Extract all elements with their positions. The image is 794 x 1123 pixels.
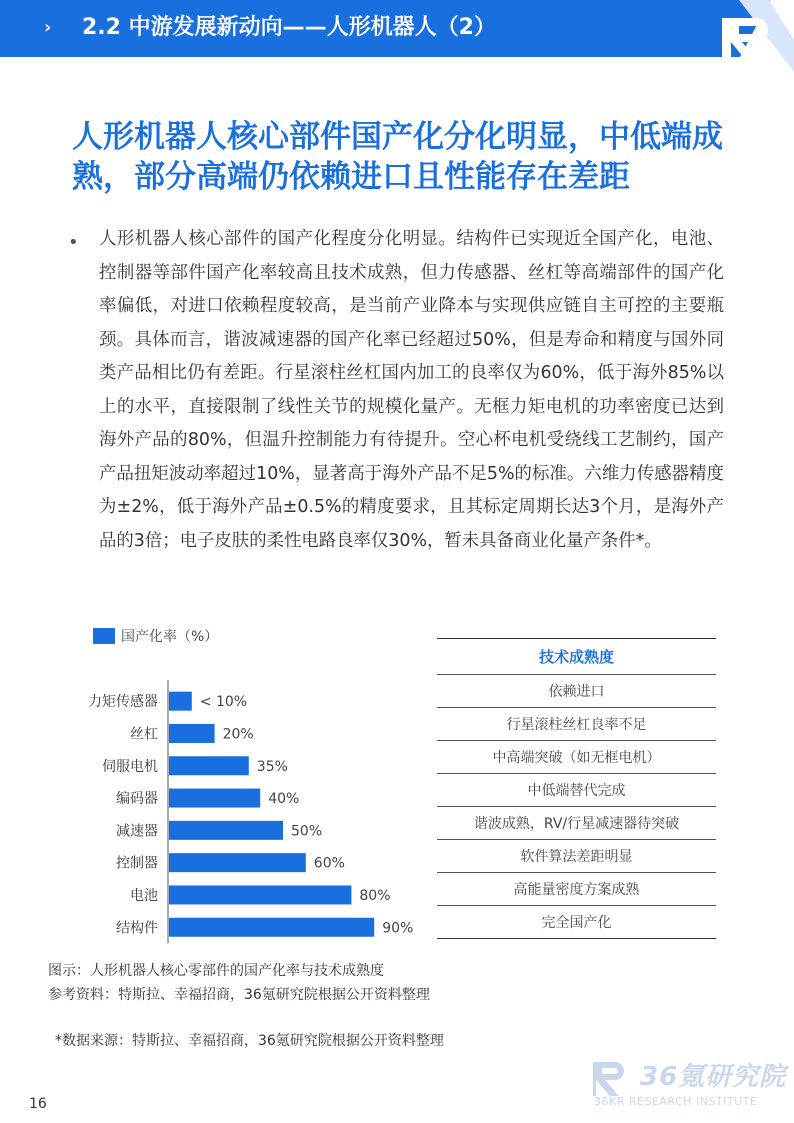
localization-rate-chart xyxy=(40,680,430,945)
chart-value-label: 40% xyxy=(268,791,300,808)
chart-category-label: 结构件 xyxy=(116,920,158,937)
chart-bar xyxy=(169,821,283,840)
chart-category-label: 力矩传感器 xyxy=(88,694,158,711)
chart-value-label: 50% xyxy=(291,823,323,840)
chart-bar xyxy=(169,724,215,743)
table-cell: 高能量密度方案成熟 xyxy=(437,873,716,906)
chart-value-label: 20% xyxy=(222,726,254,743)
table-cell: 中高端突破（如无框电机） xyxy=(437,741,716,774)
chart-category-label: 减速器 xyxy=(116,823,158,840)
chart-legend xyxy=(93,626,218,646)
chart-value-label: 60% xyxy=(313,855,345,872)
table-header: 技术成熟度 xyxy=(437,639,716,675)
chart-value-label: < 10% xyxy=(199,694,248,711)
body-paragraph: 人形机器人核心部件的国产化程度分化明显。结构件已实现近全国产化，电池、控制器等部件国产化率较高且技术成熟，但力传感器、丝杠等高端部件的国产化率偏低，对进口依赖程度较高，是当前产业降本与实现供应链自主可控的主要瓶颈。具体而言，谐波减速器的国产化率已经超过50%，但是寿命和精度与国外同类产品相比仍有差距。行星滚柱丝杠国内加工的良率仅为60%，低于海外85%以上的水平，直接限制了线性关节的规模化量产。无框力矩电机的功率密度已达到海外产品的80%，但温升控制能力有待提升。空心杯电机受绕线工艺制约，国产产品扭矩波动率超过10%，显著高于海外产品不足5%的标准。六维力传感器精度为±2%，低于海外产品±0.5%的精度要求，且其标定周期长达3个月，是海外产品的3倍；电子皮肤的柔性电路良率仅30%，暂未具备商业化量产条件*。 xyxy=(99,229,724,551)
table-cell: 谐波成熟，RV/行星减速器待突破 xyxy=(437,807,716,840)
bullet-icon: • xyxy=(68,232,79,253)
table-cell: 中低端替代完成 xyxy=(437,774,716,807)
chart-bar xyxy=(169,885,351,904)
table-cell: 完全国产化 xyxy=(437,906,716,939)
36kr-logo-icon xyxy=(644,0,794,72)
chart-category-label: 控制器 xyxy=(116,855,158,872)
table-cell: 软件算法差距明显 xyxy=(437,840,716,873)
table-cell: 行星滚柱丝杠良率不足 xyxy=(437,708,716,741)
chart-value-label: 90% xyxy=(382,920,414,937)
legend-swatch xyxy=(93,628,115,644)
chart-bar xyxy=(169,692,192,711)
page-number: 16 xyxy=(29,1096,47,1112)
chart-bar xyxy=(169,918,374,937)
watermark-name: 36氪研究院 xyxy=(640,1062,787,1092)
chart-category-label: 伺服电机 xyxy=(102,758,158,775)
chart-category-label: 丝杠 xyxy=(130,726,158,743)
chart-bar xyxy=(169,756,249,775)
footnote: *数据来源：特斯拉、幸福招商，36氪研究院根据公开资料整理 xyxy=(55,1033,444,1049)
chevron-right-icon: › xyxy=(44,17,52,38)
chart-bar xyxy=(169,789,260,808)
section-title: 2.2 中游发展新动向——人形机器人（2） xyxy=(82,15,496,40)
legend-label: 国产化率（%） xyxy=(121,629,219,645)
table-cell: 依赖进口 xyxy=(437,675,716,708)
chart-category-label: 编码器 xyxy=(116,791,158,808)
caption-figure: 图示：人形机器人核心零部件的国产化率与技术成熟度 xyxy=(48,963,384,979)
figure-caption xyxy=(48,959,430,1007)
chart-category-label: 电池 xyxy=(130,887,158,904)
chart-bar xyxy=(169,853,306,872)
maturity-table xyxy=(437,638,716,939)
chart-value-label: 35% xyxy=(256,758,288,775)
watermark-subtitle: 36KR RESEARCH INSTITUTE xyxy=(594,1095,758,1108)
page-title: 人形机器人核心部件国产化分化明显，中低端成熟，部分高端仍依赖进口且性能存在差距 xyxy=(72,119,723,195)
caption-reference: 参考资料：特斯拉、幸福招商，36氪研究院根据公开资料整理 xyxy=(48,987,430,1003)
chart-value-label: 80% xyxy=(359,887,391,904)
